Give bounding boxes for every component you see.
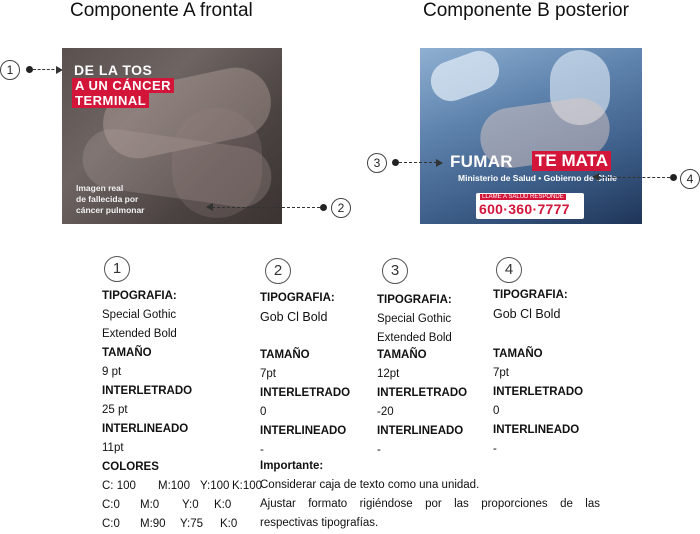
important-note <box>260 457 600 533</box>
important-line-3: respectivas tipografías. <box>260 517 379 529</box>
headline-a-line-2: A UN CÁNCER <box>72 78 174 93</box>
color-m: M:100 <box>158 480 190 492</box>
color-y: Y:75 <box>180 518 204 530</box>
marker-1-dot <box>26 66 33 73</box>
typography-label: TIPOGRAFIA: <box>260 292 335 304</box>
typography-label: TIPOGRAFIA: <box>377 294 452 306</box>
spec-column-2 <box>260 289 350 460</box>
size-value: 7pt <box>260 368 276 380</box>
color-y: Y:0 <box>182 499 199 511</box>
spec-4-number: 4 <box>496 257 522 283</box>
leading-label: INTERLINEADO <box>260 425 347 437</box>
size-label: TAMAÑO <box>493 348 543 360</box>
typography-label: TIPOGRAFIA: <box>493 289 568 301</box>
color-y: Y:100 <box>200 480 230 492</box>
typography-label: TIPOGRAFIA: <box>102 290 177 302</box>
ministry-line: Ministerio de Salud • Gobierno de Chile <box>458 173 617 183</box>
marker-2: 2 <box>331 198 351 218</box>
marker-3: 3 <box>367 153 387 173</box>
size-value: 7pt <box>493 367 509 379</box>
headline-b-part-2: TE MATA <box>532 151 611 171</box>
spec-1-number: 1 <box>104 256 130 282</box>
important-line-2: Ajustar formato rigiéndose por las proporciones de las <box>260 498 600 510</box>
size-label: TAMAÑO <box>377 349 427 361</box>
tracking-label: INTERLETRADO <box>260 387 351 399</box>
tracking-value: 0 <box>260 406 267 418</box>
tracking-value: 25 pt <box>102 404 128 416</box>
marker-3-dot <box>392 159 399 166</box>
marker-4-leader <box>598 177 670 178</box>
color-row-2 <box>102 496 262 515</box>
headline-b-part-1: FUMAR <box>450 152 513 171</box>
typography-value-line-2: Extended Bold <box>102 328 177 340</box>
color-m: M:0 <box>140 499 160 511</box>
caption-a-line-1: Imagen real <box>76 183 124 193</box>
typography-value-line-2: Extended Bold <box>377 332 452 344</box>
size-label: TAMAÑO <box>260 349 310 361</box>
color-k: K:0 <box>214 499 232 511</box>
leading-value: 11pt <box>102 442 124 454</box>
color-row-1 <box>102 477 262 496</box>
component-a-title: Componente A frontal <box>70 0 253 21</box>
marker-1: 1 <box>0 60 20 80</box>
color-k: K:0 <box>220 518 238 530</box>
marker-3-arrow <box>436 159 443 167</box>
hotline-phone: 600·360·7777 <box>479 201 570 217</box>
headline-a-line-3: TERMINAL <box>72 93 149 108</box>
caption-a-line-2: de fallecida por <box>76 194 139 204</box>
component-b-image <box>420 48 642 224</box>
color-k: K:100 <box>232 480 263 492</box>
marker-2-dot <box>320 204 327 211</box>
glove-shape <box>425 48 504 107</box>
caption-a-line-3: cáncer pulmonar <box>76 205 145 215</box>
leading-value: - <box>493 443 497 455</box>
typography-value-line-1: Gob Cl Bold <box>493 307 561 321</box>
leading-label: INTERLINEADO <box>102 423 189 435</box>
leading-value: - <box>377 444 381 456</box>
spec-column-4 <box>493 286 583 459</box>
tracking-value: -20 <box>377 406 394 418</box>
size-label: TAMAÑO <box>102 347 152 359</box>
marker-4: 4 <box>680 169 700 189</box>
spec-3-number: 3 <box>382 258 408 284</box>
size-value: 9 pt <box>102 366 122 378</box>
color-row-3 <box>102 515 262 534</box>
marker-2-leader <box>212 207 320 208</box>
important-line-1: Considerar caja de texto como una unidad. <box>260 479 480 491</box>
spec-2-number: 2 <box>265 258 291 284</box>
typography-value-line-1: Gob Cl Bold <box>260 310 328 324</box>
size-value: 12pt <box>377 368 400 380</box>
color-c: C:0 <box>102 499 120 511</box>
tracking-label: INTERLETRADO <box>102 385 193 397</box>
tracking-label: INTERLETRADO <box>377 387 468 399</box>
marker-4-dot <box>670 174 677 181</box>
hotline-box <box>476 193 584 219</box>
colors-label: COLORES <box>102 461 159 473</box>
spec-column-1 <box>102 287 262 534</box>
hands-shape <box>172 108 262 218</box>
spec-column-3 <box>377 291 467 460</box>
component-a-image <box>62 48 282 224</box>
leading-label: INTERLINEADO <box>493 424 580 436</box>
typography-value-line-1: Special Gothic <box>102 309 177 321</box>
important-label: Importante: <box>260 460 324 472</box>
color-c: C: 100 <box>102 480 136 492</box>
typography-value-line-1: Special Gothic <box>377 313 452 325</box>
tracking-label: INTERLETRADO <box>493 386 584 398</box>
marker-3-leader <box>399 162 437 163</box>
hotline-label: LLAME A SALUD RESPONDE <box>482 194 564 200</box>
color-c: C:0 <box>102 518 120 530</box>
tracking-value: 0 <box>493 405 500 417</box>
component-b-title: Componente B posterior <box>423 0 629 21</box>
color-m: M:90 <box>140 518 166 530</box>
leading-label: INTERLINEADO <box>377 425 464 437</box>
leading-value: - <box>260 444 264 456</box>
headline-a-line-1: DE LA TOS <box>74 62 153 78</box>
